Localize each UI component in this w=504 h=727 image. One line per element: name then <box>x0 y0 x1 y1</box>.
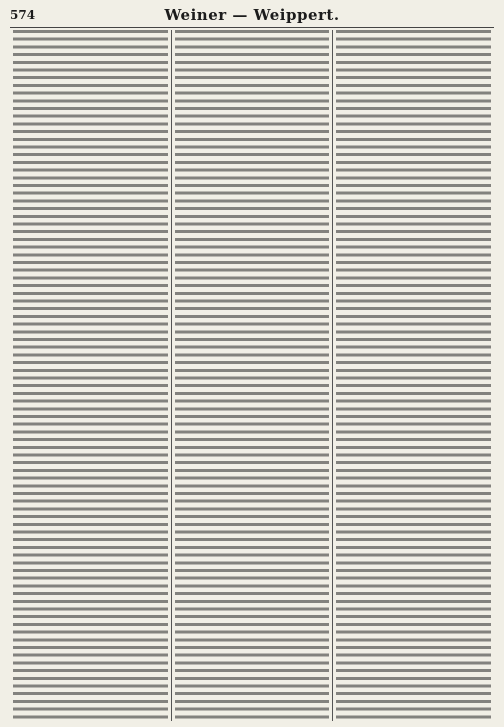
directory-column-2 <box>172 30 333 721</box>
directory-column-3 <box>333 30 494 721</box>
page-number: 574 <box>10 8 36 22</box>
page-header <box>10 6 494 28</box>
directory-columns <box>10 30 494 721</box>
directory-column-1 <box>10 30 171 721</box>
running-title: Weiner — Weippert. <box>164 6 340 24</box>
header-rule <box>10 27 494 28</box>
